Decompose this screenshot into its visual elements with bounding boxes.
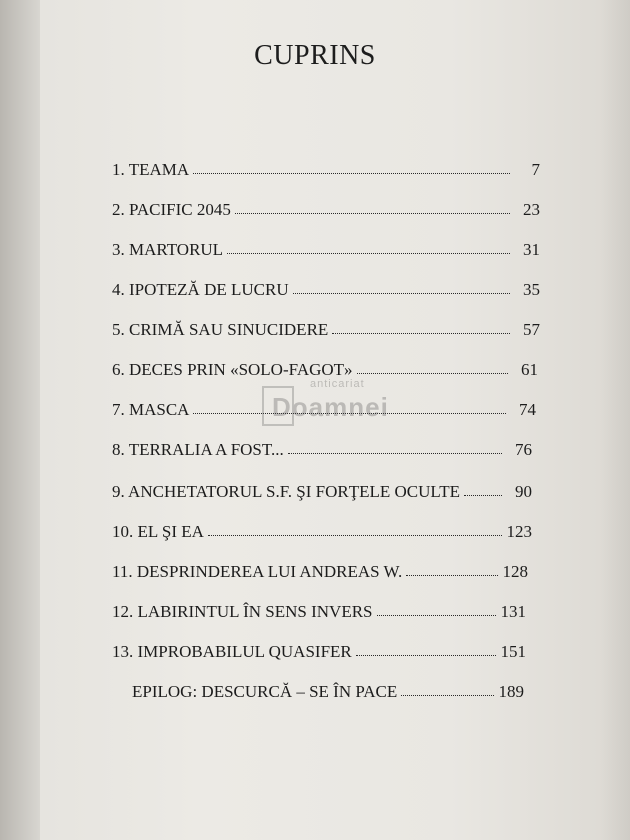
toc-entry	[112, 240, 540, 260]
toc-leader-dots	[293, 292, 510, 294]
toc-entry	[112, 522, 532, 542]
toc-leader-dots	[464, 494, 502, 496]
toc-leader-dots	[288, 452, 502, 454]
toc-entry-page: 151	[500, 642, 526, 661]
toc-leader-dots	[332, 332, 510, 334]
toc-entry-page: 35	[523, 280, 540, 299]
toc-entry-label: 10. EL ŞI EA	[112, 522, 204, 541]
watermark-logo	[262, 378, 412, 438]
toc-entry-page: 128	[502, 562, 528, 581]
toc-entry	[112, 602, 526, 622]
toc-leader-dots	[401, 694, 494, 696]
toc-entry	[112, 562, 528, 582]
toc-entry-page: 189	[498, 682, 524, 701]
toc-entry-label: 12. LABIRINTUL ÎN SENS INVERS	[112, 602, 373, 621]
toc-entry-page: 131	[500, 602, 526, 621]
toc-leader-dots	[235, 212, 510, 214]
toc-entry	[112, 440, 532, 460]
toc-entry	[112, 642, 526, 662]
toc-entry-label: 6. DECES PRIN «SOLO-FAGOT»	[112, 360, 353, 379]
toc-entry-label: EPILOG: DESCURCĂ – SE ÎN PACE	[132, 682, 398, 701]
toc-entry-page: 76	[515, 440, 532, 459]
toc-leader-dots	[377, 614, 496, 616]
toc-entry-page: 123	[506, 522, 532, 541]
toc-leader-dots	[227, 252, 510, 254]
toc-entry-page: 23	[523, 200, 540, 219]
toc-entry-label: 2. PACIFIC 2045	[112, 200, 231, 219]
toc-leader-dots	[356, 654, 496, 656]
toc-leader-dots	[208, 534, 502, 536]
toc-entry-page: 7	[531, 160, 540, 179]
toc-entry-label: 7. MASCA	[112, 400, 190, 419]
toc-entry-label: 11. DESPRINDEREA LUI ANDREAS W.	[112, 562, 403, 581]
toc-entry	[112, 160, 540, 180]
toc-leader-dots	[406, 574, 498, 576]
toc-entry-label: 5. CRIMĂ SAU SINUCIDERE	[112, 320, 329, 339]
toc-entry	[112, 200, 540, 220]
toc-entry-label: 3. MARTORUL	[112, 240, 224, 259]
toc-entry-label: 8. TERRALIA A FOST...	[112, 440, 284, 459]
toc-entry-page: 90	[515, 482, 532, 501]
toc-entry	[112, 320, 540, 340]
watermark-big-text: Doamnei	[272, 392, 389, 422]
toc-entry-label: 1. TEAMA	[112, 160, 190, 179]
toc-leader-dots	[357, 372, 508, 374]
toc-entry	[132, 682, 524, 702]
toc-entry	[112, 482, 532, 502]
toc-entry-page: 57	[523, 320, 540, 339]
toc-entry-label: 13. IMPROBABILUL QUASIFER	[112, 642, 352, 661]
toc-entry	[112, 360, 538, 380]
toc-leader-dots	[193, 172, 510, 174]
toc-entry-page: 74	[519, 400, 536, 419]
toc-entry-page: 31	[523, 240, 540, 259]
toc-entry-label: 9. ANCHETATORUL S.F. ŞI FORŢELE OCULTE	[112, 482, 461, 501]
toc-entry	[112, 280, 540, 300]
toc-entry-label: 4. IPOTEZĂ DE LUCRU	[112, 280, 289, 299]
toc-entry-page: 61	[521, 360, 538, 379]
page-title: CUPRINS	[254, 40, 376, 71]
watermark-small-text: anticariat	[310, 378, 365, 390]
